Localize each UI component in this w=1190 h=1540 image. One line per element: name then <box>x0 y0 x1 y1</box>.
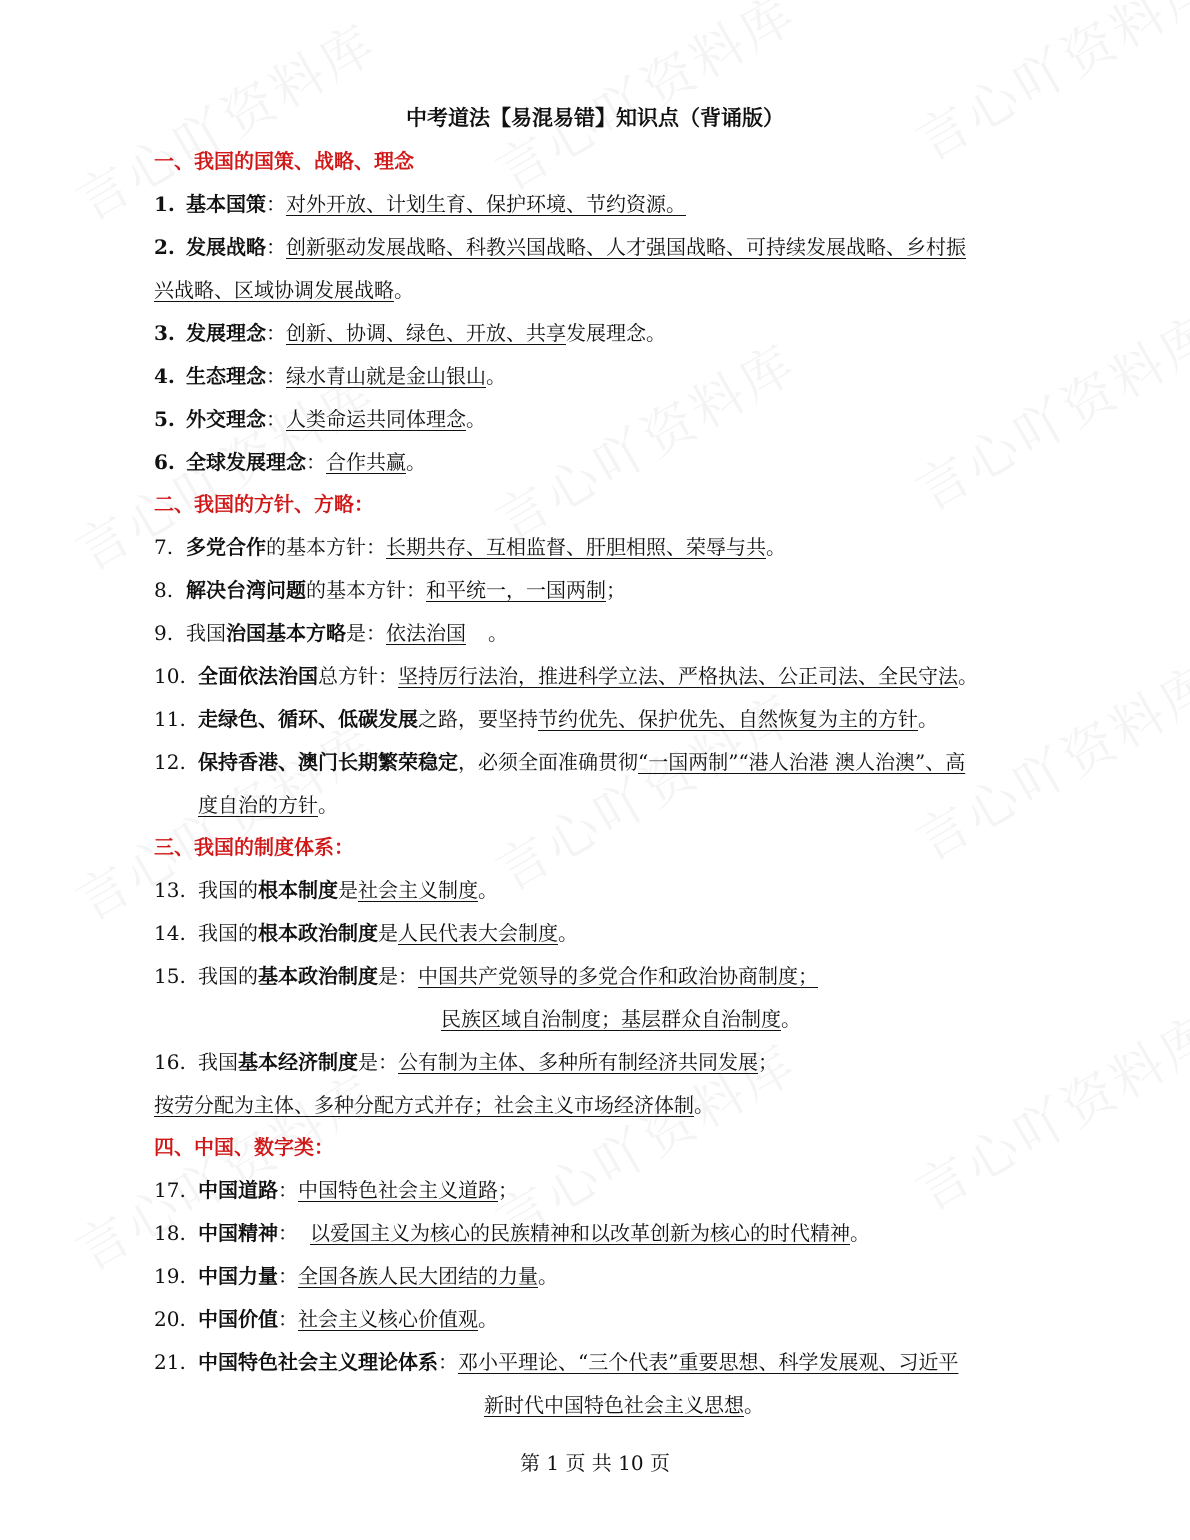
list-item: 11. 走绿色、循环、低碳发展之路，要坚持节约优先、保护优先、自然恢复为主的方针。 <box>154 707 938 731</box>
list-item: 19. 中国力量：全国各族人民大团结的力量。 <box>154 1264 558 1288</box>
watermark <box>900 0 1190 175</box>
page-footer: 第 1 页 共 10 页 <box>520 1451 670 1475</box>
list-item: 7. 多党合作的基本方针：长期共存、互相监督、肝胆相照、荣辱与共。 <box>154 535 786 559</box>
section-heading-guidelines: 二、我国的方针、方略： <box>154 492 374 516</box>
list-item-continuation: 按劳分配为主体、多种分配方式并存；社会主义市场经济体制。 <box>154 1093 714 1117</box>
watermark <box>900 992 1190 1225</box>
list-item-continuation: 民族区域自治制度；基层群众自治制度。 <box>441 1007 801 1031</box>
watermark <box>60 1052 388 1285</box>
list-item: 13. 我国的根本制度是社会主义制度。 <box>154 878 498 902</box>
page-title: 中考道法【易混易错】知识点（背诵版） <box>406 105 784 130</box>
list-item: 2. 发展战略：创新驱动发展战略、科教兴国战略、人才强国战略、可持续发展战略、乡村振 <box>154 235 966 259</box>
list-item-continuation: 新时代中国特色社会主义思想。 <box>484 1393 764 1417</box>
section-heading-policies: 一、我国的国策、战略、理念 <box>154 149 414 173</box>
section-heading-systems: 三、我国的制度体系： <box>154 835 354 859</box>
list-item: 3. 发展理念：创新、协调、绿色、开放、共享发展理念。 <box>154 321 666 345</box>
list-item: 4. 生态理念：绿水青山就是金山银山。 <box>154 364 506 388</box>
list-item: 21. 中国特色社会主义理论体系：邓小平理论、“三个代表”重要思想、科学发展观、习近平 <box>154 1350 959 1374</box>
list-item: 17. 中国道路：中国特色社会主义道路； <box>154 1178 518 1202</box>
watermark <box>900 292 1190 525</box>
list-item: 1. 基本国策：对外开放、计划生育、保护环境、节约资源。 <box>154 192 686 216</box>
list-item: 15. 我国的基本政治制度是：中国共产党领导的多党合作和政治协商制度； <box>154 964 818 988</box>
list-item: 20. 中国价值：社会主义核心价值观。 <box>154 1307 498 1331</box>
list-item: 5. 外交理念：人类命运共同体理念。 <box>154 407 486 431</box>
list-item: 16. 我国基本经济制度是：公有制为主体、多种所有制经济共同发展； <box>154 1050 778 1074</box>
list-item: 18. 中国精神： 以爱国主义为核心的民族精神和以改革创新为核心的时代精神。 <box>154 1221 870 1245</box>
section-heading-china: 四、中国、数字类： <box>154 1135 334 1159</box>
list-item-continuation: 度自治的方针。 <box>198 793 338 817</box>
list-item: 8. 解决台湾问题的基本方针：和平统一，一国两制； <box>154 578 626 602</box>
list-item-continuation: 兴战略、区域协调发展战略。 <box>154 278 414 302</box>
list-item: 14. 我国的根本政治制度是人民代表大会制度。 <box>154 921 578 945</box>
list-item: 9. 我国治国基本方略是：依法治国 。 <box>154 621 508 645</box>
list-item: 10. 全面依法治国总方针：坚持厉行法治，推进科学立法、严格执法、公正司法、全民守法。 <box>154 664 978 688</box>
list-item: 6. 全球发展理念：合作共赢。 <box>154 450 426 474</box>
list-item: 12. 保持香港、澳门长期繁荣稳定，必须全面准确贯彻“一国两制”“港人治港 澳人治澳”、高 <box>154 750 966 774</box>
watermark <box>480 322 808 555</box>
